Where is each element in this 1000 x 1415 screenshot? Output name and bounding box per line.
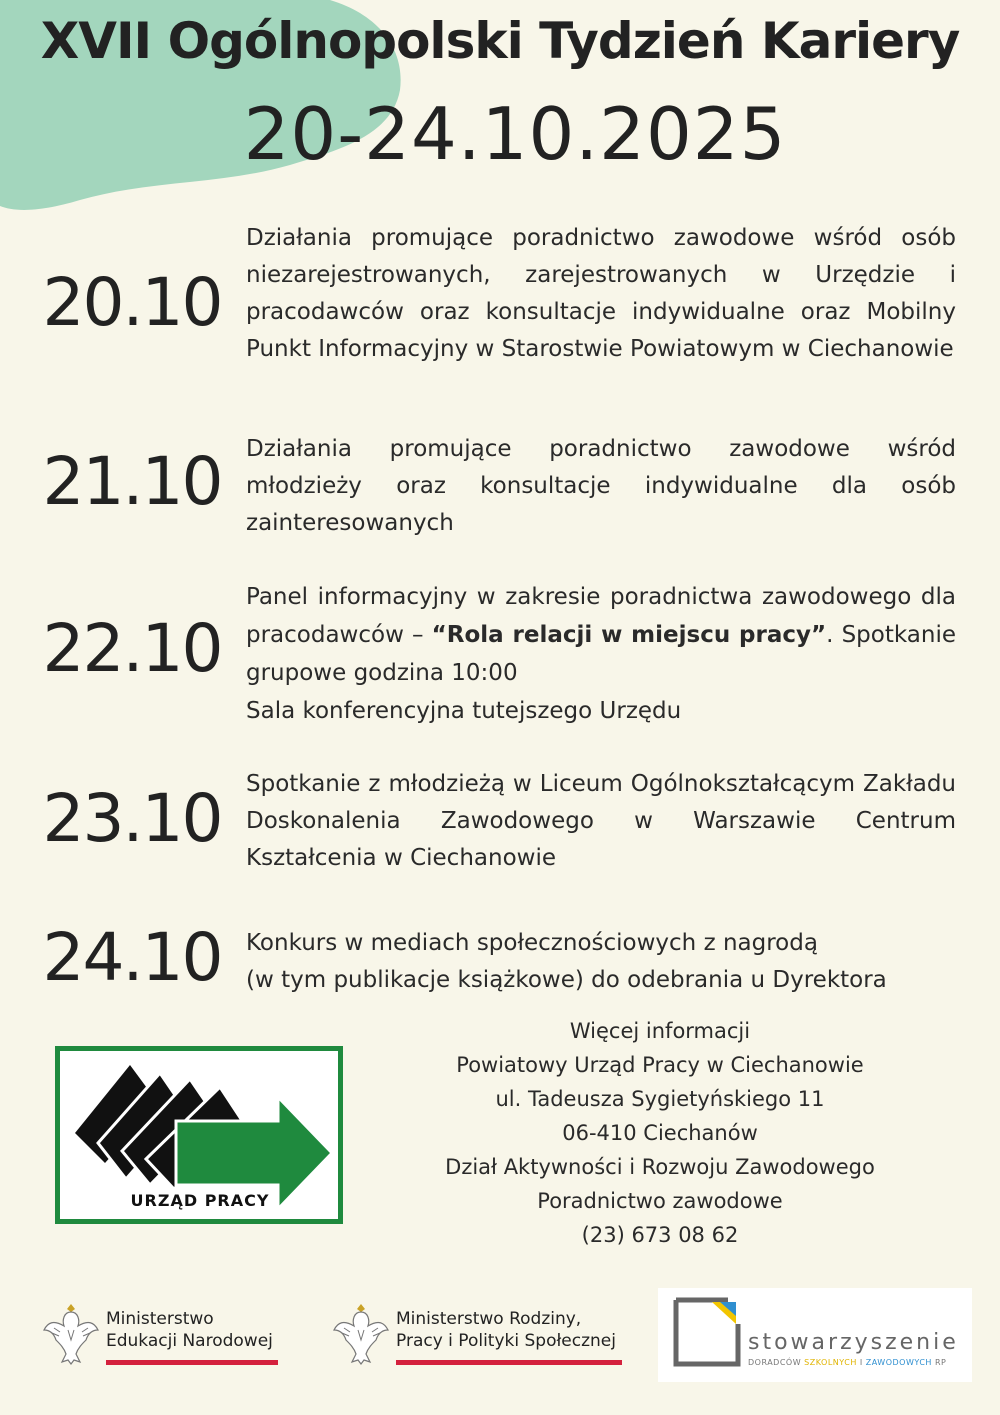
panel-topic: “Rola relacji w miejscu pracy” <box>431 622 827 648</box>
association-logo <box>658 1288 972 1382</box>
info-street: ul. Tadeusza Sygietyńskiego 11 <box>495 1087 825 1111</box>
day-date: 21.10 <box>42 443 222 520</box>
info-city: 06-410 Ciechanów <box>562 1121 758 1145</box>
info-office: Powiatowy Urząd Pracy w Ciechanowie <box>456 1053 864 1077</box>
association-subtitle-part: ZAWODOWYCH <box>865 1358 932 1367</box>
info-heading: Więcej informacji <box>569 1019 751 1043</box>
urzad-pracy-logo <box>55 1046 343 1224</box>
association-subtitle <box>748 1358 946 1367</box>
event-dates: 20-24.10.2025 <box>243 92 787 176</box>
association-subtitle-part: I <box>856 1358 866 1367</box>
association-frame-icon <box>668 1288 748 1382</box>
ministry-name-line: Ministerstwo <box>106 1309 214 1329</box>
flag-bar <box>396 1360 622 1365</box>
eagle-emblem-icon <box>332 1300 390 1366</box>
association-name: stowarzyszenie <box>748 1330 959 1355</box>
day-date: 20.10 <box>42 264 222 341</box>
ministry-name-line: Edukacji Narodowej <box>106 1331 273 1351</box>
eagle-emblem-icon <box>42 1300 100 1366</box>
info-service: Poradnictwo zawodowe <box>537 1189 783 1213</box>
day-date: 22.10 <box>42 610 222 687</box>
urzad-pracy-label: URZĄD PRACY <box>130 1191 270 1210</box>
info-department: Dział Aktywności i Rozwoju Zawodowego <box>445 1155 875 1179</box>
day-description-line: Konkurs w mediach społecznościowych z nagrodą <box>246 930 818 956</box>
day-description-text: Panel informacyjny w zakresie poradnictwa zawodowego dla pracodawców – <box>246 584 956 648</box>
association-subtitle-part: DORADCÓW <box>748 1358 805 1367</box>
day-date: 24.10 <box>42 919 222 996</box>
day-description-location: Sala konferencyjna tutejszego Urzędu <box>246 698 682 724</box>
flag-bar <box>106 1360 278 1365</box>
day-description-text: . Spotkanie grupowe godzina 10:00 <box>246 622 956 686</box>
day-description: Spotkanie z młodzieżą w Liceum Ogólnokształcącym Zakładu Doskonalenia Zawodowego w Warszawie Centrum Kształcenia w Ciechanowie <box>246 771 956 871</box>
event-title: XVII Ogólnopolski Tydzień Kariery <box>40 12 960 70</box>
day-date: 23.10 <box>42 780 222 857</box>
day-description <box>246 578 956 730</box>
info-phone: (23) 673 08 62 <box>581 1223 739 1247</box>
day-description: Działania promujące poradnictwo zawodowe wśród osób niezarejestrowanych, zarejestrowanych w Urzędzie i pracodawców oraz konsultacje indywidualne oraz Mobilny Punkt Informacyjny w Starostwie Powiatowym w Ciechanowie <box>246 225 956 362</box>
day-description-line: (w tym publikacje książkowe) do odebrania u Dyrektora <box>246 967 887 993</box>
ministry-name-line: Ministerstwo Rodziny, <box>396 1309 582 1329</box>
contact-info <box>400 1014 920 1252</box>
ministry-name <box>106 1308 273 1352</box>
association-subtitle-part: RP <box>931 1358 947 1367</box>
association-subtitle-part: SZKOLNYCH <box>804 1358 857 1367</box>
ministry-name-line: Pracy i Polityki Społecznej <box>396 1331 616 1351</box>
ministry-name <box>396 1308 616 1352</box>
day-description: Działania promujące poradnictwo zawodowe wśród młodzieży oraz konsultacje indywidualne dla osób zainteresowanych <box>246 436 956 536</box>
day-description <box>246 925 956 999</box>
